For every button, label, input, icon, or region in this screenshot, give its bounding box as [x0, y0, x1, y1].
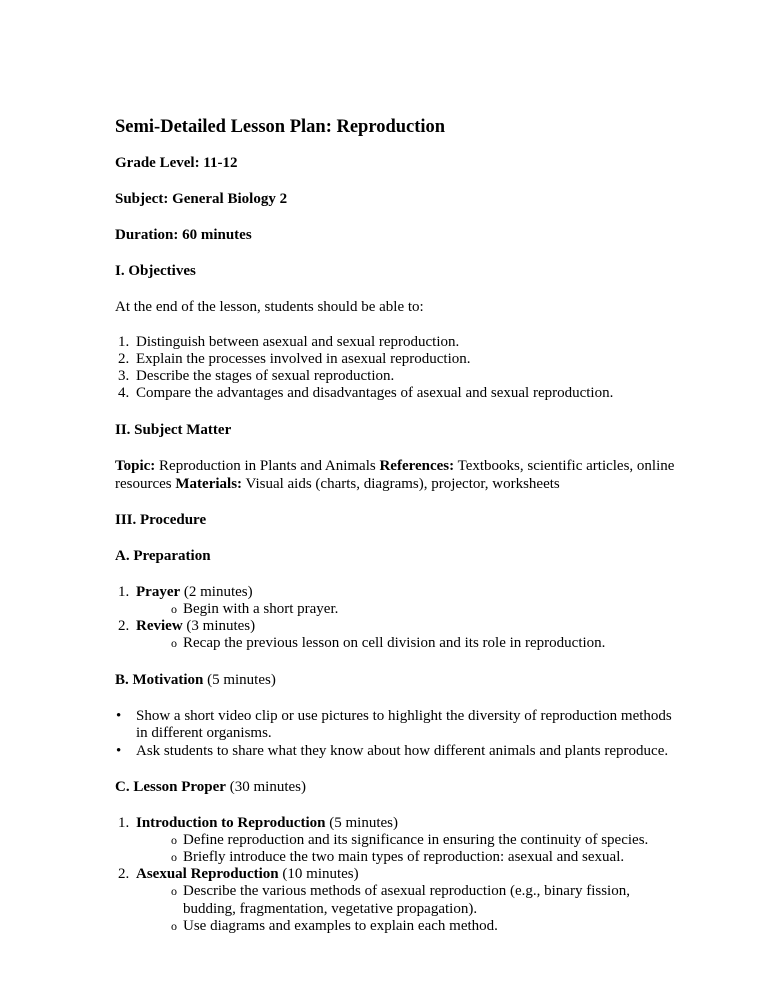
list-item: Explain the processes involved in asexual reproduction. [136, 351, 471, 367]
list-number: 2. [118, 618, 130, 634]
circle-bullet-icon: o [171, 833, 177, 847]
circle-bullet-icon: o [171, 602, 177, 616]
duration: Duration: 60 minutes [115, 227, 252, 243]
bullet-item: Ask students to share what they know about how different animals and plants reproduce. [136, 743, 669, 759]
heading-label: B. Motivation [115, 672, 204, 688]
item-label: Asexual Reproduction [136, 866, 279, 882]
circle-bullet-icon: o [171, 636, 177, 650]
bullet-icon: • [116, 708, 122, 724]
list-number: 2. [118, 351, 130, 367]
grade-level: Grade Level: 11-12 [115, 155, 238, 171]
heading-time: (30 minutes) [225, 779, 306, 795]
list-number: 1. [118, 815, 130, 831]
list-item: Distinguish between asexual and sexual reproduction. [136, 334, 460, 350]
item-time: (2 minutes) [180, 584, 253, 600]
page-title: Semi-Detailed Lesson Plan: Reproduction [115, 117, 446, 137]
circle-bullet-icon: o [171, 919, 177, 933]
list-item [136, 583, 253, 601]
sub-item: Briefly introduce the two main types of reproduction: asexual and sexual. [183, 849, 625, 865]
list-number: 4. [118, 385, 130, 401]
procedure-heading: III. Procedure [115, 512, 207, 528]
item-time: (3 minutes) [182, 618, 256, 634]
item-time: (10 minutes) [278, 866, 359, 882]
motivation-heading [115, 671, 276, 689]
list-item [136, 814, 398, 832]
objectives-intro: At the end of the lesson, students should be able to: [115, 299, 424, 315]
objectives-heading: I. Objectives [115, 263, 196, 279]
list-number: 1. [118, 584, 130, 600]
list-item: Describe the stages of sexual reproduction. [136, 368, 395, 384]
item-label: Introduction to Reproduction [136, 815, 326, 831]
heading-time: (5 minutes) [203, 672, 276, 688]
circle-bullet-icon: o [171, 850, 177, 864]
subject-matter-line [115, 475, 560, 493]
list-number: 2. [118, 866, 130, 882]
circle-bullet-icon: o [171, 884, 177, 898]
sub-item: Describe the various methods of asexual reproduction (e.g., binary fission, [183, 883, 630, 899]
subject-matter-heading: II. Subject Matter [115, 422, 232, 438]
heading-label: C. Lesson Proper [115, 779, 226, 795]
sub-item: Use diagrams and examples to explain each method. [183, 918, 498, 934]
item-time: (5 minutes) [325, 815, 398, 831]
sub-item: Recap the previous lesson on cell division and its role in reproduction. [183, 635, 606, 651]
list-item [136, 617, 255, 635]
subject-matter-line [115, 457, 674, 475]
references: Textbooks, scientific articles, online [454, 458, 675, 474]
list-item: Compare the advantages and disadvantages of asexual and sexual reproduction. [136, 385, 614, 401]
sub-item: Begin with a short prayer. [183, 601, 339, 617]
sub-item-cont: budding, fragmentation, vegetative propagation). [183, 901, 478, 917]
topic-label: Topic: [115, 458, 156, 474]
materials: Visual aids (charts, diagrams), projector, worksheets [242, 476, 560, 492]
bullet-icon: • [116, 743, 122, 759]
sub-item: Define reproduction and its significance in ensuring the continuity of species. [183, 832, 649, 848]
preparation-heading: A. Preparation [115, 548, 211, 564]
item-label: Prayer [136, 584, 181, 600]
references-label: References: [379, 458, 455, 474]
materials-label: Materials: [175, 476, 243, 492]
list-item [136, 865, 359, 883]
references-cont: resources [115, 476, 176, 492]
item-label: Review [136, 618, 183, 634]
lesson-proper-heading [115, 778, 306, 796]
subject: Subject: General Biology 2 [115, 191, 288, 207]
bullet-item-cont: in different organisms. [136, 725, 272, 741]
list-number: 3. [118, 368, 130, 384]
bullet-item: Show a short video clip or use pictures to highlight the diversity of reproduction methods [136, 708, 672, 724]
list-number: 1. [118, 334, 130, 350]
topic: Reproduction in Plants and Animals [155, 458, 380, 474]
